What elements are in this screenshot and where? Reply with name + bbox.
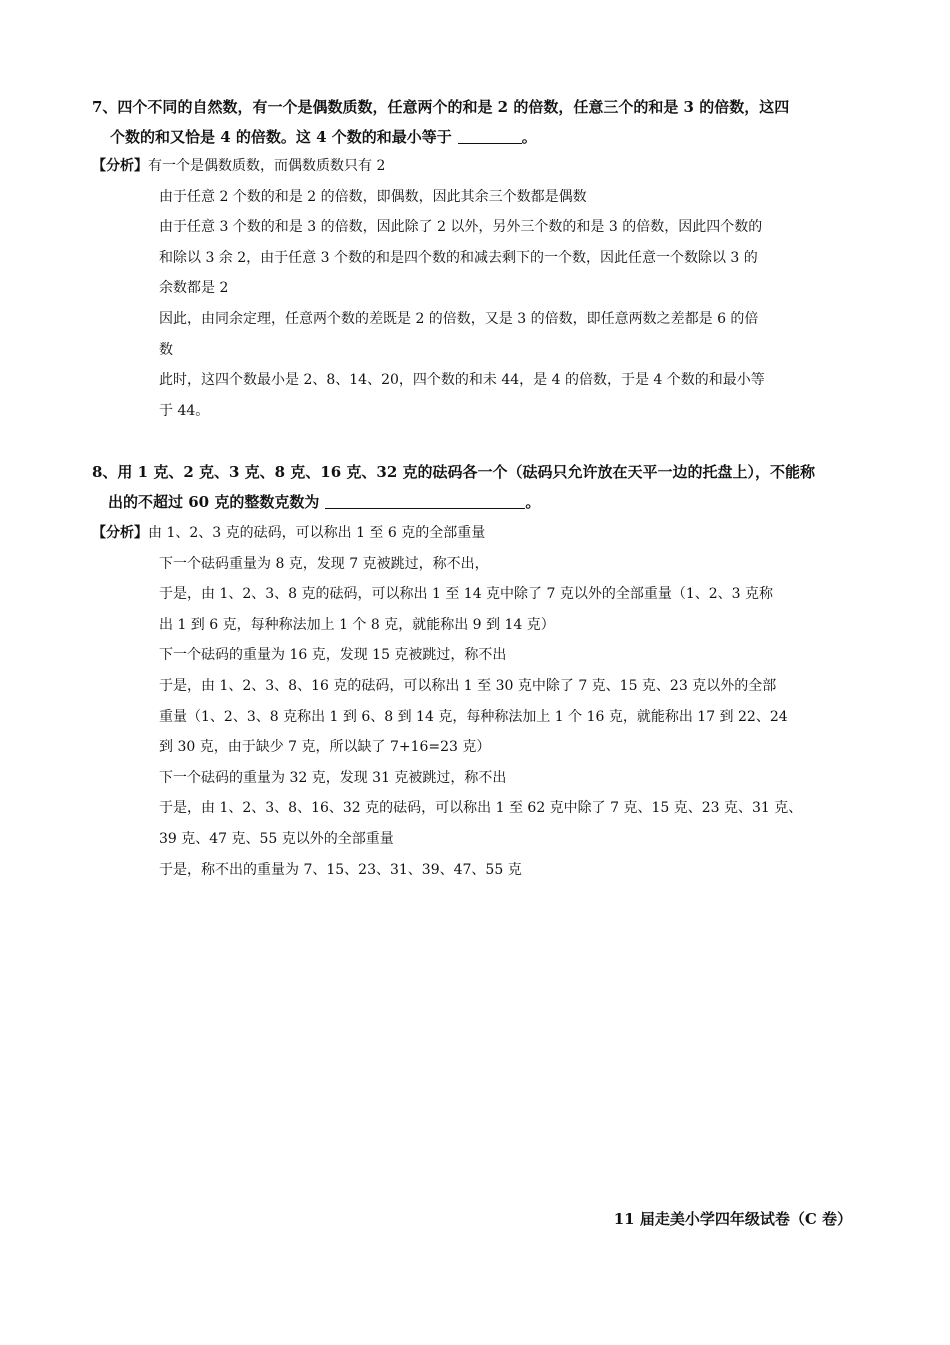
analysis-8-line-7: 到 30 克，由于缺少 7 克，所以缺了 7+16=23 克）	[159, 739, 491, 756]
analysis-8-line-3: 出 1 到 6 克，每种称法加上 1 个 8 克，就能称出 9 到 14 克）	[159, 616, 555, 633]
analysis-7-line-8: 于 44。	[159, 402, 210, 419]
analysis-8-text-0: 由 1、2、3 克的砝码，可以称出 1 至 6 克的全部重量	[148, 525, 486, 541]
question-8	[92, 457, 867, 517]
analysis-7-line-0	[92, 151, 867, 182]
analysis-7	[92, 151, 867, 426]
question-7-line-1: 7、四个不同的自然数，有一个是偶数质数，任意两个的和是 2 的倍数，任意三个的和是 3 的倍数，这四	[92, 98, 790, 116]
analysis-8-line-8: 下一个砝码的重量为 32 克，发现 31 克被跳过，称不出	[159, 769, 507, 786]
analysis-7-line-5: 因此，由同余定理，任意两个数的差既是 2 的倍数，又是 3 的倍数，即任意两数之差都是 6 的倍	[159, 310, 759, 327]
page-footer: 11 届走美小学四年级试卷（C 卷）	[613, 1210, 852, 1228]
analysis-tag: 【分析】	[92, 525, 148, 541]
analysis-8-line-11: 于是，称不出的重量为 7、15、23、31、39、47、55 克	[159, 861, 522, 878]
analysis-8	[92, 518, 867, 885]
question-7-line-2-text: 个数的和又恰是 4 的倍数。这 4 个数的和最小等于	[110, 128, 452, 146]
analysis-7-line-2: 由于任意 3 个数的和是 3 的倍数，因此除了 2 以外，另外三个数的和是 3 的倍数，因此四个数的	[159, 219, 763, 236]
analysis-8-line-0	[92, 518, 867, 549]
analysis-8-line-4: 下一个砝码的重量为 16 克，发现 15 克被跳过，称不出	[159, 647, 507, 664]
question-7-period: 。	[521, 128, 537, 146]
question-8-line-2-text: 出的不超过 60 克的整数克数为	[108, 493, 320, 511]
analysis-8-line-6: 重量（1、2、3、8 克称出 1 到 6、8 到 14 克，每种称法加上 1 个 16 克，就能称出 17 到 22、24	[159, 708, 788, 725]
analysis-7-line-3: 和除以 3 余 2，由于任意 3 个数的和是四个数的和减去剩下的一个数，因此任意一个数除以 3 的	[159, 249, 758, 266]
analysis-7-line-7: 此时，这四个数最小是 2、8、14、20，四个数的和未 44，是 4 的倍数，于是 4 个数的和最小等	[159, 372, 765, 389]
question-8-line-1: 8、用 1 克、2 克、3 克、8 克、16 克、32 克的砝码各一个（砝码只允许放在天平一边的托盘上），不能称	[92, 463, 815, 481]
analysis-7-line-6: 数	[159, 341, 173, 358]
question-7	[92, 92, 867, 152]
question-8-line-2	[92, 487, 867, 517]
answer-blank-8	[325, 490, 525, 509]
analysis-7-line-1: 由于任意 2 个数的和是 2 的倍数，即偶数，因此其余三个数都是偶数	[159, 188, 587, 205]
analysis-8-line-10: 39 克、47 克、55 克以外的全部重量	[159, 830, 394, 847]
answer-blank-7	[458, 125, 522, 144]
question-8-period: 。	[525, 493, 541, 511]
analysis-8-line-2: 于是，由 1、2、3、8 克的砝码，可以称出 1 至 14 克中除了 7 克以外的全部重量（1、2、3 克称	[159, 586, 774, 603]
question-7-line-2	[92, 122, 867, 152]
analysis-8-line-1: 下一个砝码重量为 8 克，发现 7 克被跳过，称不出，	[159, 555, 489, 572]
analysis-tag: 【分析】	[92, 158, 148, 174]
analysis-7-text-0: 有一个是偶数质数，而偶数质数只有 2	[148, 158, 386, 174]
analysis-7-line-4: 余数都是 2	[159, 280, 229, 297]
analysis-8-line-5: 于是，由 1、2、3、8、16 克的砝码，可以称出 1 至 30 克中除了 7 克、15 克、23 克以外的全部	[159, 677, 777, 694]
analysis-8-line-9: 于是，由 1、2、3、8、16、32 克的砝码，可以称出 1 至 62 克中除了 7 克、15 克、23 克、31 克、	[159, 800, 803, 817]
